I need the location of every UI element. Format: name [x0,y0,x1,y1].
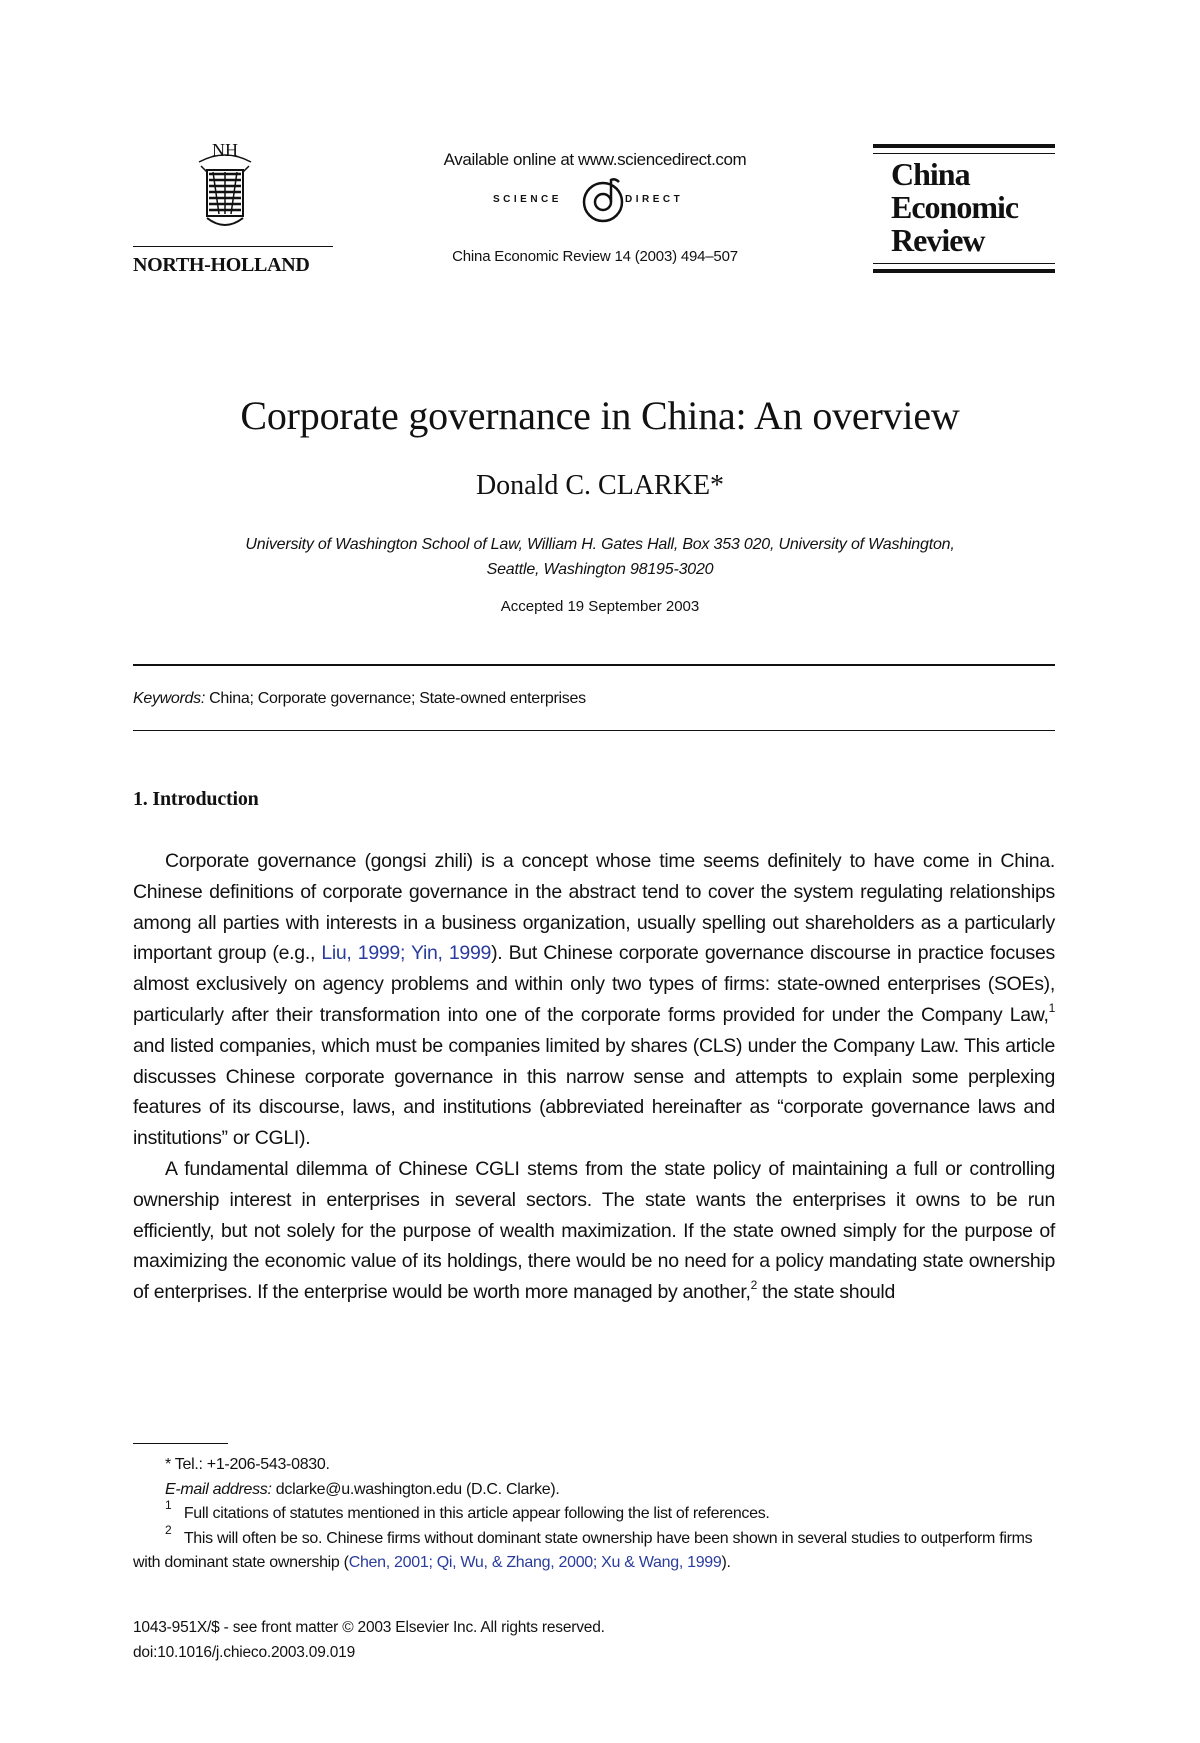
keywords-list: China; Corporate governance; State-owned enterprises [209,690,586,707]
keywords-line [133,690,586,708]
journal-cover-title [873,144,1055,273]
affiliation-line-2: Seattle, Washington 98195-3020 [486,561,714,578]
paragraph-2 [133,1154,1055,1308]
cover-title-text [873,154,1055,263]
north-holland-logo-icon [191,140,259,250]
keywords-rule-top [133,664,1055,666]
available-online-link[interactable]: Available online at www.sciencedirect.com [443,150,747,169]
cover-rule-bottom [873,263,1055,273]
cover-title-line-3: Review [891,222,985,258]
section-heading: 1. Introduction [133,788,259,810]
cover-rule-top [873,144,1055,154]
sciencedirect-at-icon [579,176,631,224]
cover-title-line-1: China [891,156,970,192]
footnote-2-text-b: ). [721,1554,731,1571]
footnote-1 [133,1498,1055,1527]
footnote-2 [133,1522,1055,1576]
paragraph-1-text-c: and listed companies, which must be companies limited by shares (CLS) under the Company Law. This article discusses Chinese corporate governance in this narrow sense and attempts to explain some perplexing features of its discourse, laws, and institutions (abbreviated hereinafter as “corporate governance laws and institutions” or CGLI). [133,1034,1055,1150]
logo-lettering: NH [212,140,238,160]
footnote-telephone: * Tel.: +1-206-543-0830. [165,1456,330,1473]
body-text [133,846,1055,1308]
paragraph-2-text-b: the state should [757,1281,896,1304]
footnote-rule [133,1443,228,1444]
publisher-name: NORTH-HOLLAND [133,254,310,276]
email-address-link[interactable]: dclarke@u.washington.edu (D.C. Clarke). [271,1480,560,1498]
paragraph-2-text-a: A fundamental dilemma of Chinese CGLI stems from the state policy of maintaining a full or controlling ownership interest in enterprises in several sectors. The state wants the enterprises it owns to be run efficiently, but not solely for the purpose of wealth maximization. If the state owned simply for the purpose of maximizing the economic value of its holdings, there would be no need for a policy mandating state ownership of enterprises. If the enterprise would be worth more managed by another, [133,1157,1055,1304]
keywords-label: Keywords: [133,690,205,707]
affiliation-line-1: University of Washington School of Law, William H. Gates Hall, Box 353 020, University of Washington, [245,536,955,553]
copyright-block [133,1616,605,1665]
sciencedirect-logo-right: DIRECT [625,194,684,205]
keywords-rule-bottom [133,730,1055,731]
citation-link[interactable]: Liu, 1999; Yin, 1999 [321,942,492,965]
footnotes [133,1453,1055,1576]
footnote-1-text: Full citations of statutes mentioned in this article appear following the list of references. [183,1505,770,1522]
sciencedirect-logo [395,174,795,226]
footnote-1-number: 1 [165,1498,172,1512]
journal-citation: China Economic Review 14 (2003) 494–507 [452,248,738,265]
paragraph-1 [133,846,1055,1154]
paragraph-1-text-a: Corporate governance (gongsi zhili) is a concept whose time seems definitely to have come in China. Chinese definitions of corporate governance in the abstract tend to cover the system regulating relationships among all parties with interests in a business organization, usually spelling out shareholders as a particularly important group (e.g., [133,850,1055,965]
accepted-date: Accepted 19 September 2003 [500,598,700,615]
footnote-email [133,1478,1055,1503]
email-label: E-mail address: [165,1480,272,1498]
paragraph-1-text-b: ). But Chinese corporate governance discourse in practice focuses almost exclusively on agency problems and within only two types of firms: state-owned enterprises (SOEs), particularly after their transformation into one of the corporate forms provided for under the Company Law, [133,942,1055,1026]
cover-title-line-2: Economic [891,189,1019,225]
footnote-2-number: 2 [165,1522,172,1537]
publisher-rule [133,246,333,247]
footnote-citation-link[interactable]: Chen, 2001; Qi, Wu, & Zhang, 2000; Xu & Wang, 1999 [348,1554,722,1571]
doi-link[interactable]: doi:10.1016/j.chieco.2003.09.019 [133,1643,355,1661]
sciencedirect-logo-left: SCIENCE [493,194,562,205]
journal-info-block [395,150,795,265]
footnote-ref-2[interactable]: 2 [750,1278,758,1293]
author-affiliation [150,532,1050,582]
article-title: Corporate governance in China: An overview [240,393,960,438]
footnote-2-text-a: This will often be so. Chinese firms without dominant state ownership have been shown in several studies to outperform firms with dominant state ownership ( [133,1529,1033,1571]
footnote-ref-1[interactable]: 1 [1048,1000,1055,1015]
issn-copyright: 1043-951X/$ - see front matter © 2003 Elsevier Inc. All rights reserved. [133,1619,605,1636]
author-name: Donald C. CLARKE* [475,470,725,501]
